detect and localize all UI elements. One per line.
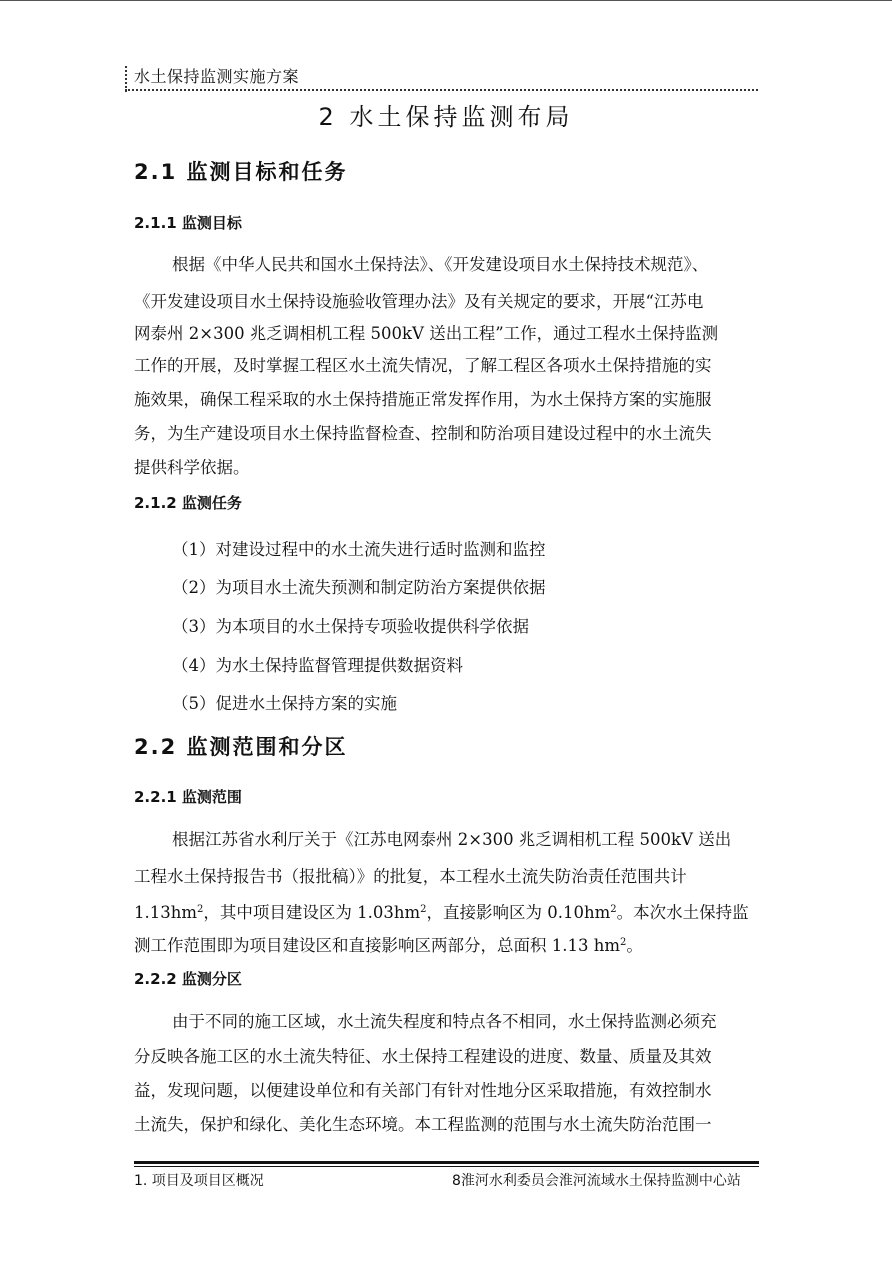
text-run: 测工作范围即为项目建设区和直接影响区两部分，总面积 1.13 hm — [134, 936, 621, 955]
paragraph-line: 分反映各施工区的水土流失特征、水土保持工程建设的进度、数量、质量及其效 — [134, 1047, 712, 1066]
paragraph-line — [134, 899, 749, 923]
subsection-heading-2-1-1: 2.1.1 监测目标 — [134, 214, 242, 232]
running-header-title: 水土保持监测实施方案 — [134, 67, 300, 86]
footer-rule-thin — [134, 1166, 759, 1167]
subsection-heading-2-1-2: 2.1.2 监测任务 — [134, 494, 242, 512]
text-run: 1.13hm — [134, 903, 198, 922]
task-list-item: （3）为本项目的水土保持专项验收提供科学依据 — [172, 617, 529, 636]
paragraph-line: 提供科学依据。 — [134, 458, 250, 477]
subsection-heading-2-2-2: 2.2.2 监测分区 — [134, 970, 242, 988]
paragraph-line — [134, 932, 643, 956]
footer-chapter-label: 1. 项目及项目区概况 — [134, 1173, 264, 1189]
text-run: 。 — [626, 936, 643, 955]
task-list-item: （1）对建设过程中的水土流失进行适时监测和监控 — [172, 540, 546, 559]
superscript-2: 2 — [197, 904, 204, 915]
paragraph-line: 益，发现问题，以便建设单位和有关部门有针对性地分区采取措施，有效控制水 — [134, 1081, 712, 1100]
paragraph-line: 由于不同的施工区域，水土流失程度和特点各不相同，水土保持监测必须充 — [172, 1012, 717, 1031]
section-heading-2-2: 2.2 监测范围和分区 — [134, 735, 348, 759]
task-list-item: （4）为水土保持监督管理提供数据资料 — [172, 656, 463, 675]
paragraph-line: 根据江苏省水利厅关于《江苏电网泰州 2×300 兆乏调相机工程 500kV 送出 — [172, 830, 732, 849]
section-heading-2-1: 2.1 监测目标和任务 — [134, 160, 348, 184]
text-run: 。本次水土保持监 — [616, 903, 749, 922]
paragraph-line: 网泰州 2×300 兆乏调相机工程 500kV 送出工程”工作，通过工程水土保持监测 — [134, 324, 719, 343]
superscript-2: 2 — [620, 937, 627, 948]
superscript-2: 2 — [610, 904, 617, 915]
paragraph-line: 工程水土保持报告书（报批稿）》的批复，本工程水土流失防治责任范围共计 — [134, 867, 687, 886]
footer-rule-thick — [134, 1161, 759, 1164]
subsection-heading-2-2-1: 2.2.1 监测范围 — [134, 788, 242, 806]
paragraph-line: 土流失，保护和绿化、美化生态环境。本工程监测的范围与水土流失防治范围一 — [134, 1115, 712, 1134]
chapter-title: 2 水土保持监测布局 — [318, 103, 574, 131]
text-run: ，直接影响区为 0.10hm — [426, 903, 611, 922]
superscript-2: 2 — [420, 904, 427, 915]
paragraph-line: 务，为生产建设项目水土保持监督检查、控制和防治项目建设过程中的水土流失 — [134, 424, 712, 443]
paragraph-line: 工作的开展，及时掌握工程区水土流失情况，了解工程区各项水土保持措施的实 — [134, 356, 712, 375]
task-list-item: （2）为项目水土流失预测和制定防治方案提供依据 — [172, 578, 546, 597]
footer-organization: 8淮河水利委员会淮河流域水土保持监测中心站 — [452, 1173, 741, 1189]
page-top-rule — [0, 0, 892, 1]
paragraph-line: 施效果，确保工程采取的水土保持措施正常发挥作用，为水土保持方案的实施服 — [134, 390, 712, 409]
paragraph-line: 《开发建设项目水土保持设施验收管理办法》及有关规定的要求，开展“江苏电 — [134, 292, 704, 311]
text-run: ，其中项目建设区为 1.03hm — [203, 903, 421, 922]
header-dotted-rule — [125, 89, 758, 91]
task-list-item: （5）促进水土保持方案的实施 — [172, 694, 397, 713]
paragraph-line: 根据《中华人民共和国水土保持法》、《开发建设项目水土保持技术规范》、 — [172, 255, 709, 274]
